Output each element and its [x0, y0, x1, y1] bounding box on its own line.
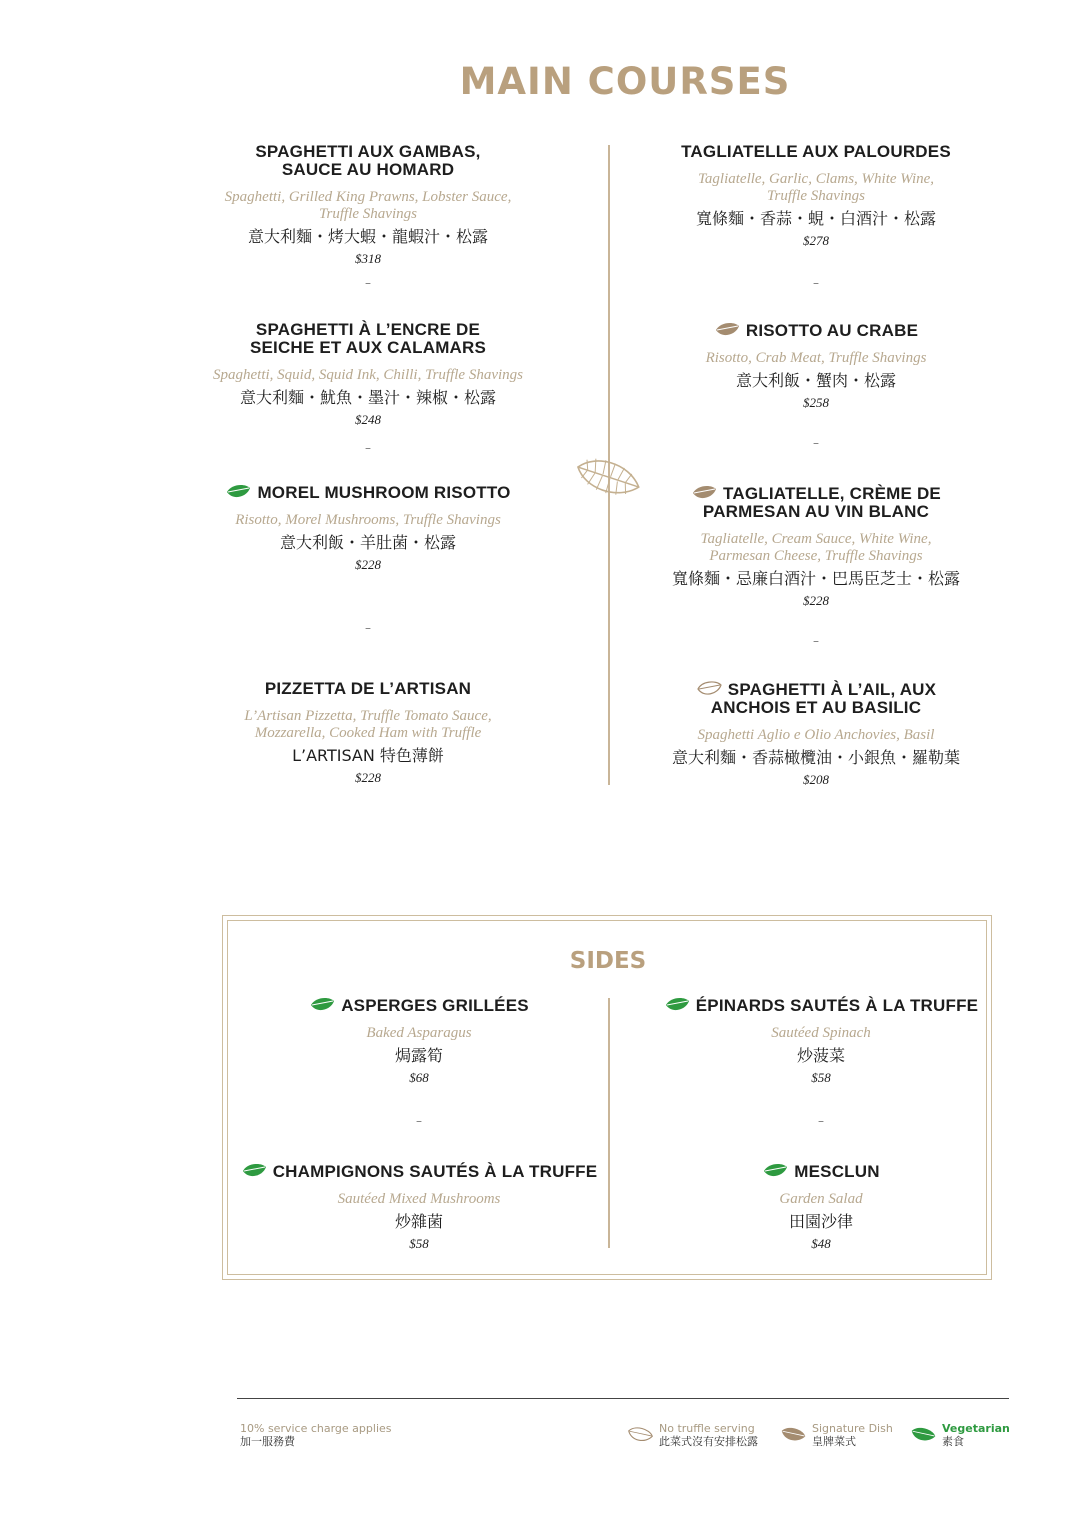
- dish-chinese-name: 焗露筍: [394, 1046, 443, 1065]
- dish-spaghetti-gambas: [158, 143, 578, 267]
- dish-name: MOREL MUSHROOM RISOTTO: [158, 483, 578, 502]
- dish-description: Spaghetti, Squid, Squid Ink, Chilli, Truffle Shavings: [213, 367, 523, 383]
- separator-dash: –: [365, 441, 371, 455]
- no-truffle-leaf-icon: [696, 680, 722, 698]
- separator-dash: –: [818, 1114, 824, 1128]
- dish-spaghetti-ail: [606, 680, 1026, 788]
- dish-name: SPAGHETTI À L’AIL, AUX ANCHOIS ET AU BASILIC: [606, 680, 1026, 717]
- dish-chinese-name: 意大利飯・蟹肉・松露: [735, 371, 896, 390]
- dish-tagliatelle-palourdes: [606, 143, 1026, 249]
- dish-description: Spaghetti, Grilled King Prawns, Lobster Sauce, Truffle Shavings: [224, 189, 512, 222]
- no-truffle-leaf-icon: [626, 1424, 654, 1446]
- separator-dash: –: [813, 634, 819, 648]
- dish-name: CHAMPIGNONS SAUTÉS À LA TRUFFE: [184, 1162, 654, 1181]
- dish-morel-risotto: [158, 483, 578, 573]
- dish-name: SPAGHETTI À L’ENCRE DE SEICHE ET AUX CALAMARS: [249, 320, 487, 357]
- dish-chinese-name: 意大利麵・香蒜橄欖油・小銀魚・羅勒葉: [671, 748, 960, 767]
- dish-chinese-name: 寬條麵・忌廉白酒汁・巴馬臣芝士・松露: [671, 569, 960, 588]
- legend-signature-cn: 皇牌菜式: [812, 1435, 856, 1448]
- dish-chinese-name: 炒菠菜: [796, 1046, 845, 1065]
- legend-vegetarian: [942, 1422, 1010, 1448]
- footer-rule: [237, 1398, 1009, 1399]
- dish-chinese-name: 意大利麵・烤大蝦・龍蝦汁・松露: [247, 227, 488, 246]
- dish-name: MESCLUN: [611, 1162, 1031, 1181]
- side-champignons: [184, 1162, 654, 1252]
- sides-title: SIDES: [569, 948, 647, 974]
- dish-risotto-crabe: [606, 321, 1026, 411]
- dish-name: ASPERGES GRILLÉES: [209, 996, 629, 1015]
- vegetarian-leaf-icon: [225, 483, 251, 501]
- dish-name: TAGLIATELLE AUX PALOURDES: [681, 142, 951, 161]
- dish-chinese-name: 田園沙律: [788, 1212, 853, 1231]
- service-charge-note: [240, 1422, 392, 1448]
- signature-leaf-icon: [714, 321, 740, 339]
- dish-description: L’Artisan Pizzetta, Truffle Tomato Sauce, Mozzarella, Cooked Ham with Truffle: [244, 708, 492, 741]
- legend-no-truffle-cn: 此菜式沒有安排松露: [659, 1435, 758, 1448]
- dish-name: TAGLIATELLE, CRÈME DE PARMESAN AU VIN BLANC: [606, 484, 1026, 521]
- service-charge-en: 10% service charge applies: [240, 1422, 392, 1435]
- dish-tagliatelle-parmesan: [606, 484, 1026, 609]
- separator-dash: –: [813, 276, 819, 290]
- dish-description: Tagliatelle, Cream Sauce, White Wine, Parmesan Cheese, Truffle Shavings: [700, 531, 932, 564]
- legend-vegetarian-cn: 素食: [942, 1435, 964, 1448]
- dish-chinese-name: 意大利飯・羊肚菌・松露: [279, 533, 456, 552]
- dish-price: $258: [803, 395, 829, 410]
- dish-price: $228: [355, 770, 381, 785]
- dish-chinese-name: 意大利麵・魷魚・墨汁・辣椒・松露: [239, 388, 496, 407]
- side-mesclun: [611, 1162, 1031, 1252]
- dish-price: $318: [355, 251, 381, 266]
- side-asperges: [209, 996, 629, 1086]
- service-charge-cn: 加一服務費: [240, 1435, 295, 1448]
- dish-price: $208: [803, 772, 829, 787]
- dish-description: Sautéed Spinach: [771, 1025, 871, 1041]
- separator-dash: –: [416, 1114, 422, 1128]
- dish-spaghetti-encre: [158, 321, 578, 428]
- vegetarian-leaf-icon: [664, 996, 690, 1014]
- dish-description: Sautéed Mixed Mushrooms: [337, 1191, 501, 1207]
- dish-name: ÉPINARDS SAUTÉS À LA TRUFFE: [596, 996, 1046, 1015]
- vegetarian-leaf-icon: [241, 1162, 267, 1180]
- page-title: MAIN COURSES: [459, 60, 791, 103]
- legend-signature-en: Signature Dish: [812, 1422, 893, 1435]
- dish-name: PIZZETTA DE L’ARTISAN: [264, 679, 472, 698]
- dish-price: $228: [355, 557, 381, 572]
- separator-dash: –: [365, 621, 371, 635]
- dish-name: RISOTTO AU CRABE: [606, 321, 1026, 340]
- dish-price: $58: [409, 1236, 429, 1251]
- vegetarian-leaf-icon: [309, 996, 335, 1014]
- separator-dash: –: [813, 436, 819, 450]
- legend-vegetarian-en: Vegetarian: [942, 1422, 1010, 1435]
- vegetarian-leaf-icon: [762, 1162, 788, 1180]
- dish-description: Spaghetti Aglio e Olio Anchovies, Basil: [697, 727, 935, 743]
- dish-price: $278: [803, 233, 829, 248]
- signature-leaf-icon: [779, 1424, 807, 1446]
- dish-pizzetta: [158, 680, 578, 786]
- dish-description: Baked Asparagus: [366, 1025, 472, 1041]
- dish-price: $48: [811, 1236, 831, 1251]
- dish-price: $248: [355, 412, 381, 427]
- dish-description: Garden Salad: [779, 1191, 863, 1207]
- dish-price: $68: [409, 1070, 429, 1085]
- legend-no-truffle-en: No truffle serving: [659, 1422, 755, 1435]
- dish-description: Risotto, Crab Meat, Truffle Shavings: [705, 350, 927, 366]
- signature-leaf-icon: [691, 484, 717, 502]
- dish-chinese-name: L’ARTISAN 特色薄餅: [292, 746, 444, 765]
- dish-description: Tagliatelle, Garlic, Clams, White Wine, Truffle Shavings: [697, 171, 935, 204]
- dish-price: $58: [811, 1070, 831, 1085]
- dish-description: Risotto, Morel Mushrooms, Truffle Shavings: [235, 512, 501, 528]
- dish-name: SPAGHETTI AUX GAMBAS, SAUCE AU HOMARD: [255, 142, 481, 179]
- dish-chinese-name: 寬條麵・香蒜・蜆・白酒汁・松露: [695, 209, 936, 228]
- legend-no-truffle: [659, 1422, 758, 1448]
- vegetarian-leaf-icon: [909, 1424, 937, 1446]
- side-epinards: [596, 996, 1046, 1086]
- dish-price: $228: [803, 593, 829, 608]
- legend-signature: [812, 1422, 893, 1448]
- dish-chinese-name: 炒雜菌: [394, 1212, 443, 1231]
- separator-dash: –: [365, 276, 371, 290]
